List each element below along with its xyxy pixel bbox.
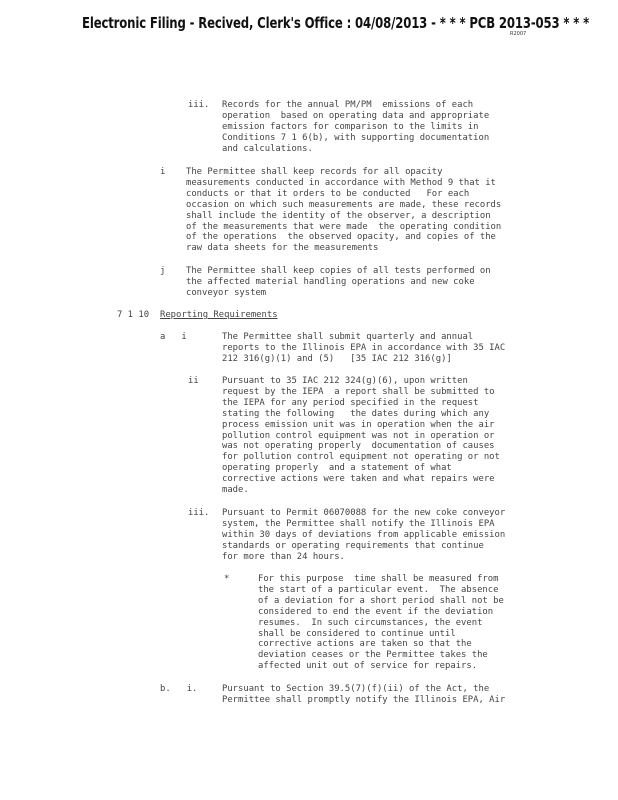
item-marker-b-i: b. i. [160,684,198,694]
item-marker-ii: ii [188,376,199,386]
paragraph-opacity-records: The Permittee shall keep records for all opacity measurements conducted in accordance with Method 9 that it conducts or that it orders to be conducted For each occasion on which such measurements are made, these records shall include the identity of the observer, a description of the measurements that were made the operating condition of the operations the observed opacity, and copies of the raw data sheets for the measurements [186,167,502,254]
item-marker-j: j [160,266,166,276]
item-marker-a-i: a i [160,332,187,342]
section-heading-reporting: Reporting Requirements [160,310,278,320]
paragraph-deviation-notification: Pursuant to Permit 06070088 for the new coke conveyor system, the Permittee shall notify the Illinois EPA within 30 days of deviations from applicable emission standards or operating requirements that continue for more than 24 hours. [222,508,506,562]
paragraph-quarterly-reports: The Permittee shall submit quarterly and annual reports to the Illinois EPA in accordance with 35 IAC 212 316(g)(1) and (5) [35 IAC 212 316(g)] [222,332,506,364]
item-marker-i: i [160,167,166,177]
filing-stamp: Electronic Filing - Recived, Clerk's Office : 04/08/2013 - * * * PCB 2013-053 * * * [82,14,590,32]
paragraph-test-copies: The Permittee shall keep copies of all tests performed on the affected material handling operations and new coke conveyor system [186,266,491,298]
item-marker-iii: iii. [188,100,210,110]
filing-stamp-code: R2007 [510,31,527,37]
paragraph-written-request-report: Pursuant to 35 IAC 212 324(g)(6), upon written request by the IEPA a report shall be submitted to the IEPA for any period specified in the request stating the following the dates during which any process emission unit was in operation when the air pollution control equipment was not in operation or was not operating properly documentation of causes for pollution control equipment not operating or not operating properly and a statement of what corrective actions were taken and what repairs were made. [222,376,500,496]
paragraph-time-measurement: For this purpose time shall be measured from the start of a particular event. The absence of a deviation for a short period shall not be considered to end the event if the deviation resumes. In such circumstances, the event shall be considered to continue until corrective actions are taken so that the deviation ceases or the Permittee takes the affected unit out of service for repairs. [258,574,504,672]
paragraph-annual-pm-records: Records for the annual PM/PM emissions of each operation based on operating data and appropriate emission factors for comparison to the limits in Conditions 7 1 6(b), with supporting documentation and calculations. [222,100,490,154]
paragraph-prompt-notification: Pursuant to Section 39.5(7)(f)(ii) of the Act, the Permittee shall promptly notify the Illinois EPA, Air [222,684,506,705]
bullet-marker: * [224,574,230,584]
item-marker-iii-permit: iii. [188,508,210,518]
section-number-7-1-10: 7 1 10 [117,310,150,320]
